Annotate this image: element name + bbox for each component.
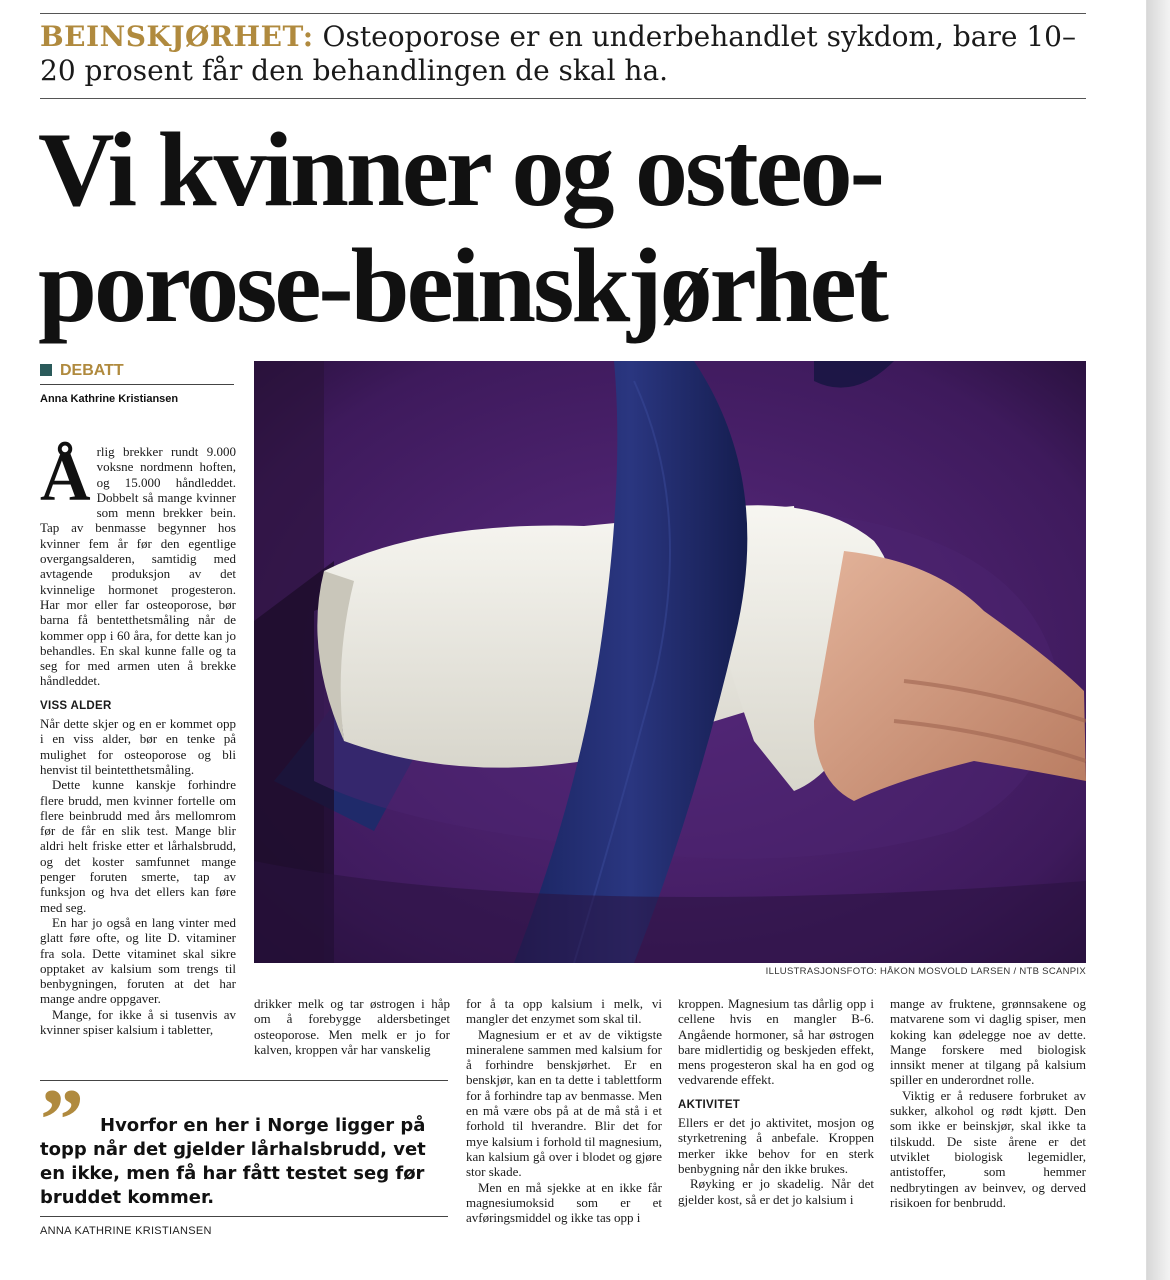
article-column-3 xyxy=(466,996,662,1225)
article-paragraph: for å ta opp kalsium i melk, vi mangler det enzymet som skal til. xyxy=(466,996,662,1027)
dropcap: Å xyxy=(40,439,91,516)
article-paragraph: Magnesium er et av de viktigste mineralene sammen med kalsium for å forhindre benskjørhet. Er en benskjør, kan en ta dette i tablettform for å forhindre tap av benmasse. Men en må være obs på at de må stå i et forhold til hverandre. Blir det for mye kalsium i forhold til magnesium, kan kalsium gå over i blodet og gjøre stor skade. xyxy=(466,1026,662,1180)
kicker-tag: BEINSKJØRHET: xyxy=(40,20,314,53)
article-photo xyxy=(254,361,1086,963)
article-column-2 xyxy=(254,996,450,1057)
article-paragraph xyxy=(40,439,236,689)
article-paragraph: kroppen. Magnesium tas dårlig opp i cellene hvis en mangler B-6. Angående hormoner, så har østrogen bare midlertidig og beskjeden effekt, mens progesteron skal ha en god og vedvarende effekt. xyxy=(678,996,874,1088)
subheading: AKTIVITET xyxy=(678,1098,741,1111)
page-edge xyxy=(1147,0,1170,1280)
article-text: rlig brekker rundt 9.000 voksne nordmenn hoften, og 15.000 håndleddet. Dobbelt så mange kvinner som menn brekker bein. Tap av benmasse begynner hos kvinner fem år før den egentlige overgangsalderen, samtidig med avtagende produksjon av det kvinnelige hormonet progesteron. Har mor eller far osteoporose, bør barna få bentetthetsmåling når de kommer opp i 60 åra, for dette kan jo behandles. En skal kunne falle og ta seg for med armen uten å brekke håndleddet. xyxy=(40,444,236,689)
subheading: VISS ALDER xyxy=(40,699,112,712)
arm-in-sling-photo-icon xyxy=(254,361,1086,963)
article-paragraph: Ellers er det jo aktivitet, mosjon og styrketrening å anbefale. Kroppen merker ikke behov for en sterk benbygning når den ikke brukes. xyxy=(678,1115,874,1176)
article-paragraph: drikker melk og tar østrogen i håp om å forebygge aldersbetinget osteoporose. Men melk er jo for kalven, kroppen vår har vanskelig xyxy=(254,996,450,1057)
section-rule xyxy=(40,384,234,385)
kicker-rule xyxy=(40,98,1086,99)
article-paragraph: Dette kunne kanskje forhindre flere brudd, men kvinner fortelle om flere beinbrudd med års mellomrom før de får en slik test. Mange blir aldri helt friske etter et lårhalsbrudd, og det koster samfunnet mange penger foruten smerte, tap av funksjon og hva det ellers kan føre med seg. xyxy=(40,777,236,915)
headline-line-2: porose-beinskjørhet xyxy=(38,227,886,344)
pullquote-author: ANNA KATHRINE KRISTIANSEN xyxy=(40,1225,212,1237)
headline-line-1: Vi kvinner og osteo- xyxy=(38,111,882,228)
pullquote-rule-top xyxy=(40,1080,448,1081)
kicker-text: Osteoporose er en underbehandlet sykdom, bare 10–20 prosent får den behandlingen de skal ha. xyxy=(40,20,1076,87)
photo-credit: ILLUSTRASJONSFOTO: HÅKON MOSVOLD LARSEN / NTB SCANPIX xyxy=(765,966,1086,977)
article-paragraph: mange av fruktene, grønnsakene og matvarene som vi daglig spiser, men koking kan ødelegge noe av dette. Mange forskere med biologisk innsikt mener at tilgang på kalsium spiller en underordnet rolle. xyxy=(890,996,1086,1088)
kicker xyxy=(40,20,1080,88)
quote-mark-icon: ” xyxy=(40,1072,84,1169)
article-paragraph: Mange, for ikke å si tusenvis av kvinner spiser kalsium i tabletter, xyxy=(40,1006,236,1037)
article-column-1 xyxy=(40,439,236,1037)
top-rule xyxy=(40,13,1086,14)
byline: Anna Kathrine Kristiansen xyxy=(40,393,179,405)
article-paragraph: En har jo også en lang vinter med glatt føre ofte, og lite D. vitaminer fra sola. Dette vitaminet skal sikre opptaket av kalsium som trengs til benbygningen, foruten at det har mange andre oppgaver. xyxy=(40,914,236,1007)
pullquote: Hvorfor en her i Norge ligger på topp når det gjelder lårhalsbrudd, vet en ikke, men få har fått testet seg før bruddet kommer. xyxy=(40,1115,426,1208)
pullquote-rule-bottom xyxy=(40,1216,448,1217)
section-label-text: DEBATT xyxy=(60,362,124,379)
article-paragraph: Når dette skjer og en er kommet opp i en viss alder, bør en tenke på mulighet for osteoporose og bli henvist til beintetthetsmåling. xyxy=(40,716,236,777)
section-square-icon xyxy=(40,364,52,376)
article-column-5 xyxy=(890,996,1086,1210)
article-column-4 xyxy=(678,996,874,1207)
article-paragraph: Men en må sjekke at en ikke får magnesiumoksid som er et avføringsmiddel og ikke tas opp i xyxy=(466,1179,662,1226)
headline xyxy=(38,112,1118,344)
section-label xyxy=(40,362,124,380)
article-paragraph: Viktig er å redusere forbruket av sukker, alkohol og rødt kjøtt. Den som ikke er beinskjør, skal ikke ta tilskudd. De siste årene er det utviklet biologisk legemidler, antistoffer, som hemmer nedbrytingen av beinvev, og derved risikoen for benbrudd. xyxy=(890,1087,1086,1210)
article-paragraph: Røyking er jo skadelig. Når det gjelder kost, så er det jo kalsium i xyxy=(678,1176,874,1207)
